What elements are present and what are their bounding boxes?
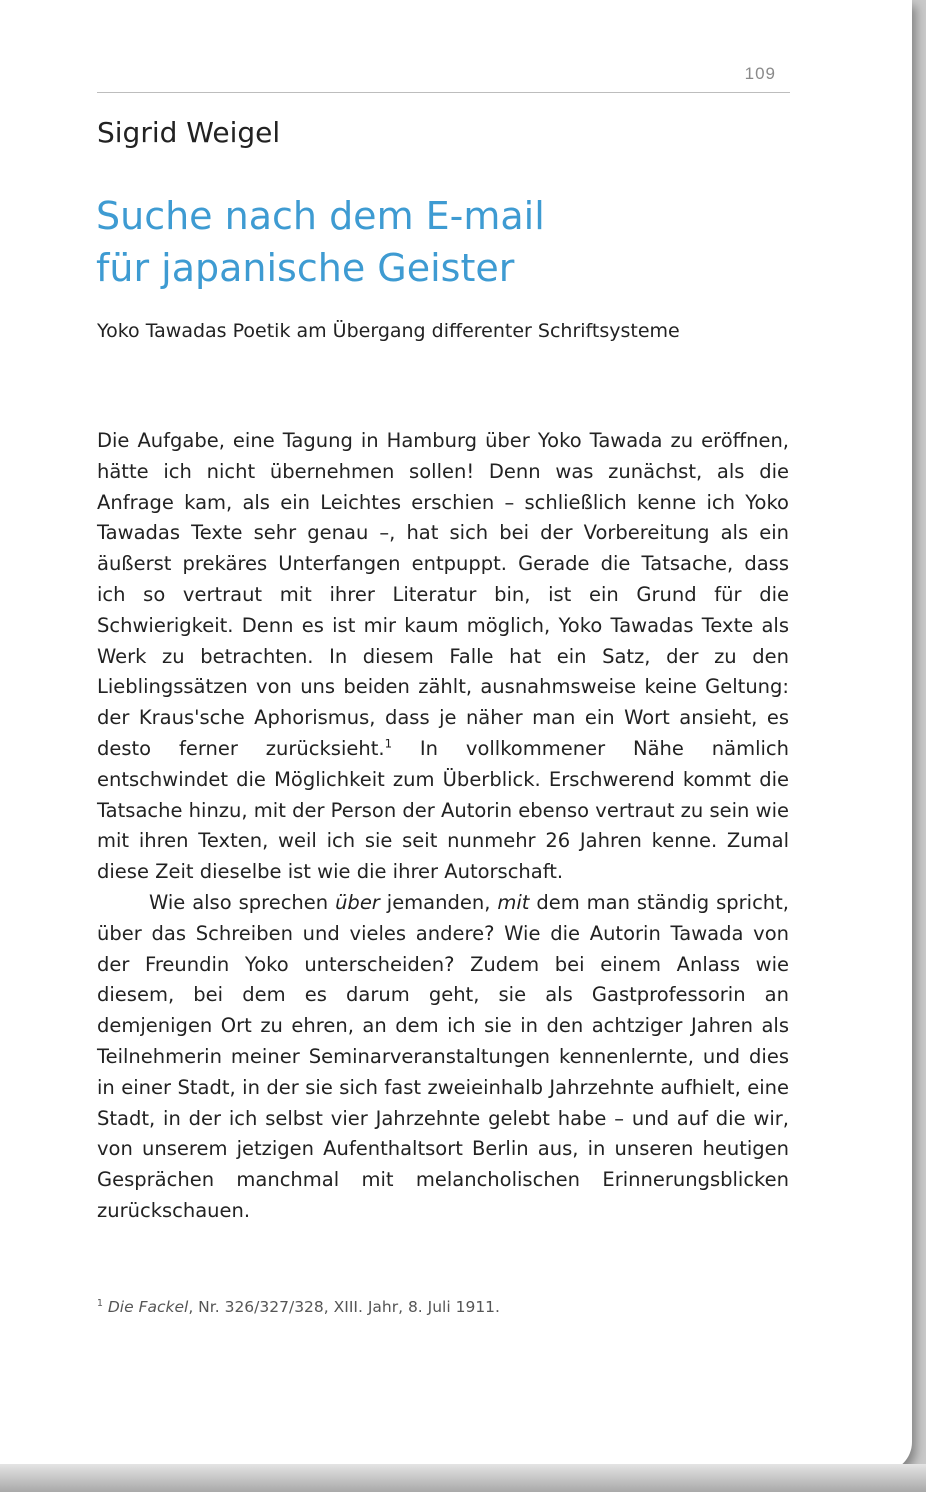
page-shadow: [0, 1464, 926, 1492]
emphasis-mit: mit: [497, 890, 530, 914]
emphasis-ueber: über: [335, 890, 380, 914]
paragraph-1-part-2: In vollkommener Nähe nämlich entschwindet die Möglichkeit zum Überblick. Erschwerend kommt die Tatsache hinzu, mit der Person der Autorin ebenso vertraut zu sein wie mit ihren Texten, weil ich sie seit nunmehr 26 Jahren kenne. Zumal diese Zeit dieselbe ist wie die ihrer Autorschaft.: [97, 736, 789, 884]
header-rule: [97, 92, 790, 93]
paragraph-2-part-1: Wie also sprechen: [149, 890, 336, 914]
body-text: [97, 426, 789, 1227]
paragraph-2: [97, 888, 789, 1227]
paragraph-2-part-3: dem man ständig spricht, über das Schreiben und vieles andere? Wie die Autorin Tawada von der Freundin Yoko unterscheiden? Zudem bei einem Anlass wie diesem, bei dem es darum geht, sie als Gastprofessorin an demjenigen Ort zu ehren, an dem ich sie in den achtziger Jahren als Teilnehmerin meiner Seminarveranstaltungen kennenlernte, und dies in einer Stadt, in der sie sich fast zweieinhalb Jahrzehnte aufhielt, eine Stadt, in der ich selbst vier Jahrzehnte gelebt habe – und auf die wir, von unserem jetzigen Aufenthaltsort Berlin aus, in unseren heutigen Gesprächen manchmal mit melancholischen Erinnerungsblicken zurückschauen.: [97, 890, 789, 1222]
chapter-title: [96, 190, 796, 294]
footnote-source-title: Die Fackel: [107, 1298, 189, 1316]
footnote-mark: 1: [97, 1297, 103, 1309]
chapter-subtitle: Yoko Tawadas Poetik am Übergang differenter Schriftsysteme: [97, 320, 680, 342]
chapter-title-line-1: Suche nach dem E-mail: [96, 194, 545, 238]
paragraph-1: [97, 426, 789, 888]
paragraph-2-part-2: jemanden,: [379, 890, 498, 914]
author-name: Sigrid Weigel: [97, 116, 281, 149]
paragraph-1-part-1: Die Aufgabe, eine Tagung in Hamburg über Yoko Tawada zu eröffnen, hätte ich nicht übernehmen sollen! Denn was zunächst, als die Anfrage kam, als ein Leichtes erschien – schließlich kenne ich Yoko Tawadas Texte sehr genau –, hat sich bei der Vorbereitung als ein äußerst prekäres Unterfangen entpuppt. Gerade die Tatsache, dass ich so vertraut mit ihrer Literatur bin, ist ein Grund für die Schwierigkeit. Denn es ist mir kaum möglich, Yoko Tawadas Texte als Werk zu betrachten. In diesem Falle hat ein Satz, der zu den Lieblingssätzen von uns beiden zählt, ausnahmsweise keine Geltung: der Kraus'sche Aphorismus, dass je näher man ein Wort ansieht, es desto ferner zurücksieht.: [97, 429, 789, 760]
footnote-text: , Nr. 326/327/328, XIII. Jahr, 8. Juli 1911.: [188, 1298, 500, 1316]
chapter-title-line-2: für japanische Geister: [96, 246, 515, 290]
page-number: 109: [744, 64, 776, 83]
footnote-reference[interactable]: 1: [384, 736, 393, 751]
footnote: [97, 1298, 500, 1316]
